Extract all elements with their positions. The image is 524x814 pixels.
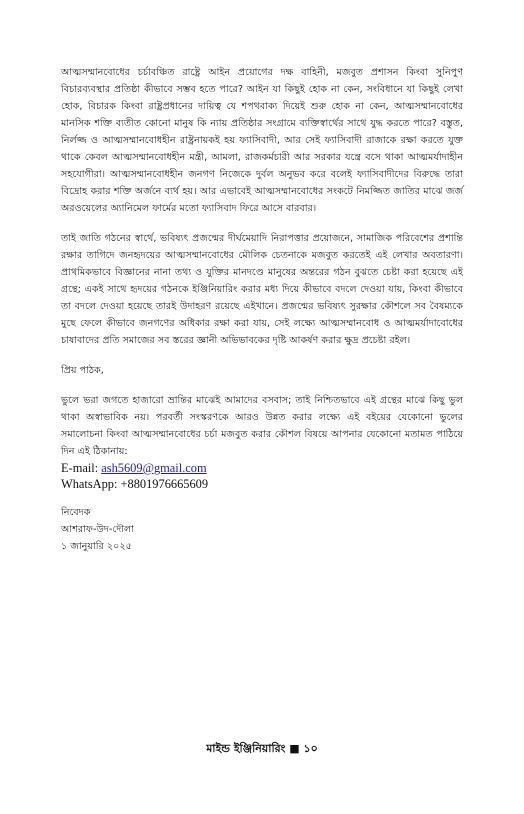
signature-name: আশরাফ-উদ-দৌলা bbox=[61, 524, 134, 535]
signature-label: নিবেদক bbox=[61, 507, 91, 518]
paragraph-3: ভুলে ভরা জগতে হাজারো ভ্রান্তির মাঝেই আমাদের বসবাস; তাই নিশ্চিতভাবে এই গ্রন্থের মাঝে কিছু ভুল থাকা অস্বাভাবিক নয়। পরবর্তী সংস্করণকে আরও উন্নত করার লক্ষ্যে এই বইয়ের যেকোনো ভুলের সমালোচনা কিংবা আত্মসম্মানবোধের চর্চা মজবুত করার কৌশল বিষয়ে আপনার যেকোনো মতামত পাঠিয়ে দিন এই ঠিকানায়: bbox=[61, 395, 463, 457]
email-link[interactable]: ash5609@gmail.com bbox=[101, 461, 207, 475]
paragraph-2: তাই জাতি গঠনের স্বার্থে, ভবিষ্যৎ প্রজন্মের দীর্ঘমেয়াদি নিরাপত্তার প্রয়োজনে, সামাজিক পরিবেশের প্রশান্তি রক্ষার তাগিদে জনহৃদয়ের আত্মসম্মানবোধের মৌলিক চেতনাকে মজবুত করতেই এই লেখার অবতারণা। প্রাথমিকভাবে বিজ্ঞানের নানা তথ্য ও যুক্তির মানদণ্ডে মানুষের অন্তরের গঠন বুঝতে চেষ্টা করা হয়েছে এই গ্রন্থে; একই সাথে হৃদয়ের গঠনকে ইঞ্জিনিয়ারিং করার মধ্য দিয়ে কীভাবে বদলে দেওয়া যায়, কিংবা কীভাবে তা বদলে দেওয়া হয়েছে তারই উদাহরণ রয়েছে এইখানে। প্রজন্মের ভবিষ্যৎ সুরক্ষার কৌশলে সব বৈষম্যকে মুছে ফেলে কীভাবে জনগণের অধিকার রক্ষা করা যায়, সেই লক্ষ্যে আত্মসম্মানবোধ ও আত্মমর্যাদাবোধের চাষাবাদের প্রতি সমাজের সব স্তরের জ্ঞানী অভিভাবকের দৃষ্টি আকর্ষণ করার ক্ষুদ্র প্রচেষ্টা রইল। bbox=[61, 233, 463, 346]
salutation: প্রিয় পাঠক, bbox=[61, 365, 104, 376]
email-line bbox=[61, 460, 463, 476]
spacer bbox=[61, 492, 463, 504]
footer-separator: ■ bbox=[289, 742, 300, 755]
page-content bbox=[61, 64, 463, 555]
page-footer bbox=[0, 740, 524, 759]
email-label: E-mail: bbox=[61, 461, 102, 475]
footer-book-title: মাইন্ড ইঞ্জিনিয়ারিং bbox=[206, 742, 286, 755]
page-number: ১০ bbox=[303, 742, 318, 755]
signature-date: ১ জানুয়ারি ২০২৫ bbox=[61, 541, 132, 552]
paragraph-1: আত্মসম্মানবোধের চর্চাবঞ্চিত রাষ্ট্রে আইন প্রয়োগের দক্ষ বাহিনী, মজবুত প্রশাসন কিংবা সুনিপুণ বিচারব্যবস্থার প্রতিষ্ঠা কীভাবে সম্ভব হতে পারে? আইন যা কিছুই হোক না কেন, সংবিধানে যা কিছুই লেখা হোক, বিচারক কিংবা রাষ্ট্রপ্রধানের দায়িত্ব যে শপথবাক্য দিয়েই শুরু হোক না কেন, আত্মসম্মানবোধের মানসিক শক্তি ব্যতীত কোনো মানুষ কি ন্যায় প্রতিষ্ঠার সংগ্রামে ব্যক্তিস্বার্থের সাথে যুদ্ধ করতে পারে? বস্তুত, নির্লজ্জ ও আত্মসম্মানবোধহীন রাষ্ট্রনায়কই হয় ফ্যাসিবাদী, আর সেই ফ্যাসিবাদী রাজাকে রক্ষা করতে যুক্ত থাকে কেবল আত্মসম্মানবোধহীন মন্ত্রী, আমলা, রাজকর্মচারী আর সরকার যন্ত্রে বসে থাকা আত্মমর্যাদাহীন সহযোগীরা। আত্মসম্মানবোধহীন জনগণ নিজেকে দুর্বল অনুভব করে বলেই ফ্যাসিবাদীদের বিরুদ্ধে তারা বিদ্রোহ করার শক্তি অর্জনে ব্যর্থ হয়। আর এভাবেই আত্মসম্মানবোধের সংকটে নিমজ্জিত জাতির মাঝে জর্জ অরওয়েলের অ্যানিমেল ফার্মের মতো ফ্যাসিবাদ ফিরে আসে বারবার। bbox=[61, 67, 463, 214]
whatsapp-line: WhatsApp: +8801976665609 bbox=[61, 477, 209, 491]
